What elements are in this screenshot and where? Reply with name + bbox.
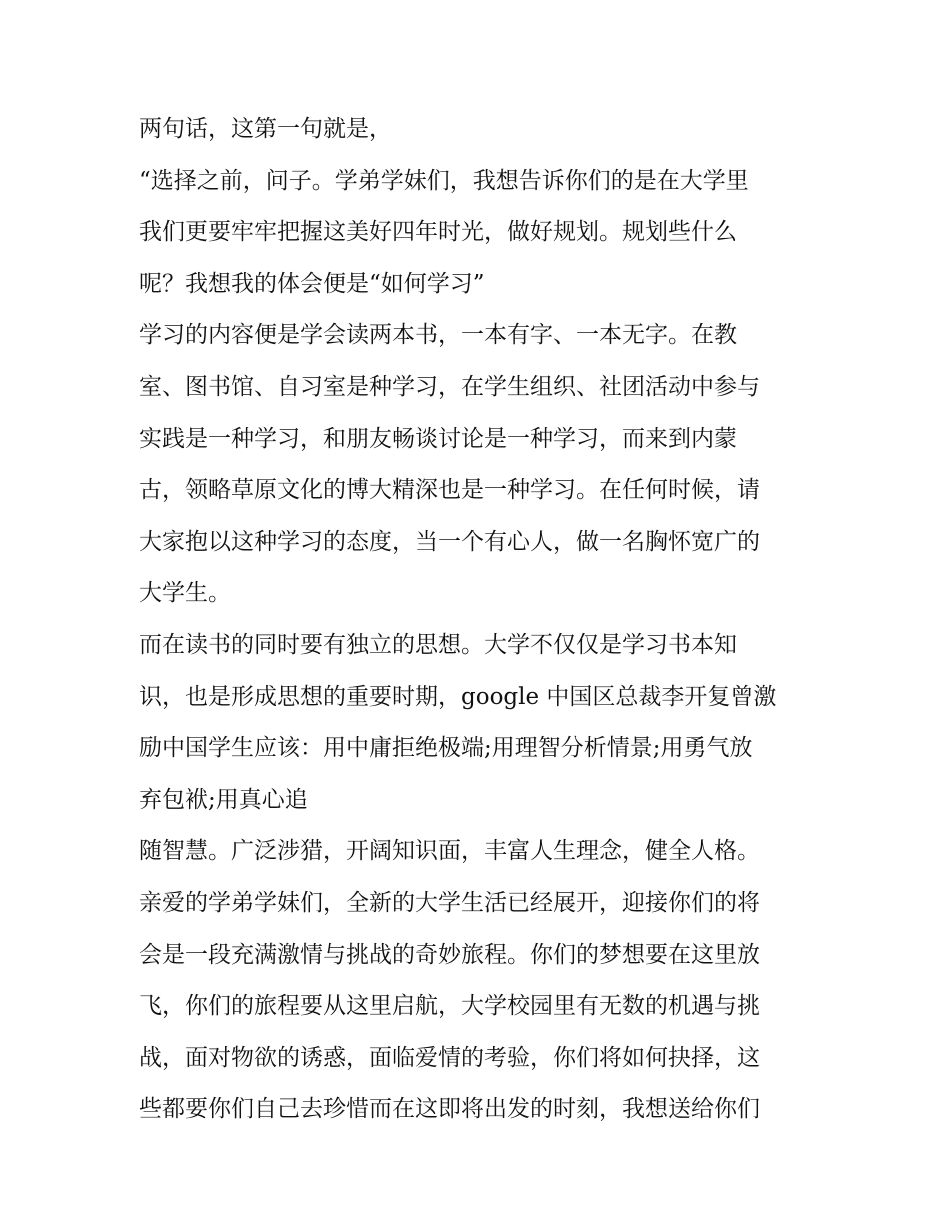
text-line: 两句话，这第一句就是， <box>139 116 392 142</box>
text-line: 会是一段充满激情与挑战的奇妙旅程。你们的梦想要在这里放 <box>139 941 760 968</box>
text-line: 些都要你们自己去珍惜而在这即将出发的时刻，我想送给你们 <box>139 1096 760 1123</box>
text-line: 弃包袱;用真心追 <box>139 786 308 813</box>
text-line: 实践是一种学习，和朋友畅谈讨论是一种学习，而来到内蒙 <box>139 425 737 452</box>
text-line: 古，领略草原文化的博大精深也是一种学习。在任何时候，请 <box>139 477 760 504</box>
text-line: 亲爱的学弟学妹们，全新的大学生活已经展开，迎接你们的将 <box>139 889 760 916</box>
text-line: 呢？我想我的体会便是“如何学习” <box>139 270 485 297</box>
text-line: 我们更要牢牢把握这美好四年时光，做好规划。规划些什么 <box>139 219 737 246</box>
text-line: 励中国学生应该：用中庸拒绝极端;用理智分析情景;用勇气放 <box>139 735 753 762</box>
body-text <box>139 104 819 1136</box>
text-line: 学习的内容便是学会读两本书，一本有字、一本无字。在教 <box>139 322 737 349</box>
text-line: 飞，你们的旅程要从这里启航，大学校园里有无数的机遇与挑 <box>139 993 760 1020</box>
text-line: 随智慧。广泛涉猎，开阔知识面，丰富人生理念，健全人格。 <box>139 838 760 865</box>
text-line: 战，面对物欲的诱惑，面临爱情的考验，你们将如何抉择，这 <box>139 1044 760 1071</box>
text-line: 识，也是形成思想的重要时期，google 中国区总裁李开复曾激 <box>139 683 777 710</box>
text-line: 大家抱以这种学习的态度，当一个有心人，做一名胸怀宽广的 <box>139 528 760 555</box>
text-line: 室、图书馆、自习室是种学习，在学生组织、社团活动中参与 <box>139 373 760 400</box>
text-line: 大学生。 <box>139 580 231 607</box>
text-line: 而在读书的同时要有独立的思想。大学不仅仅是学习书本知 <box>139 631 737 658</box>
text-line: “选择之前，问子。学弟学妹们，我想告诉你们的是在大学里 <box>139 167 749 194</box>
